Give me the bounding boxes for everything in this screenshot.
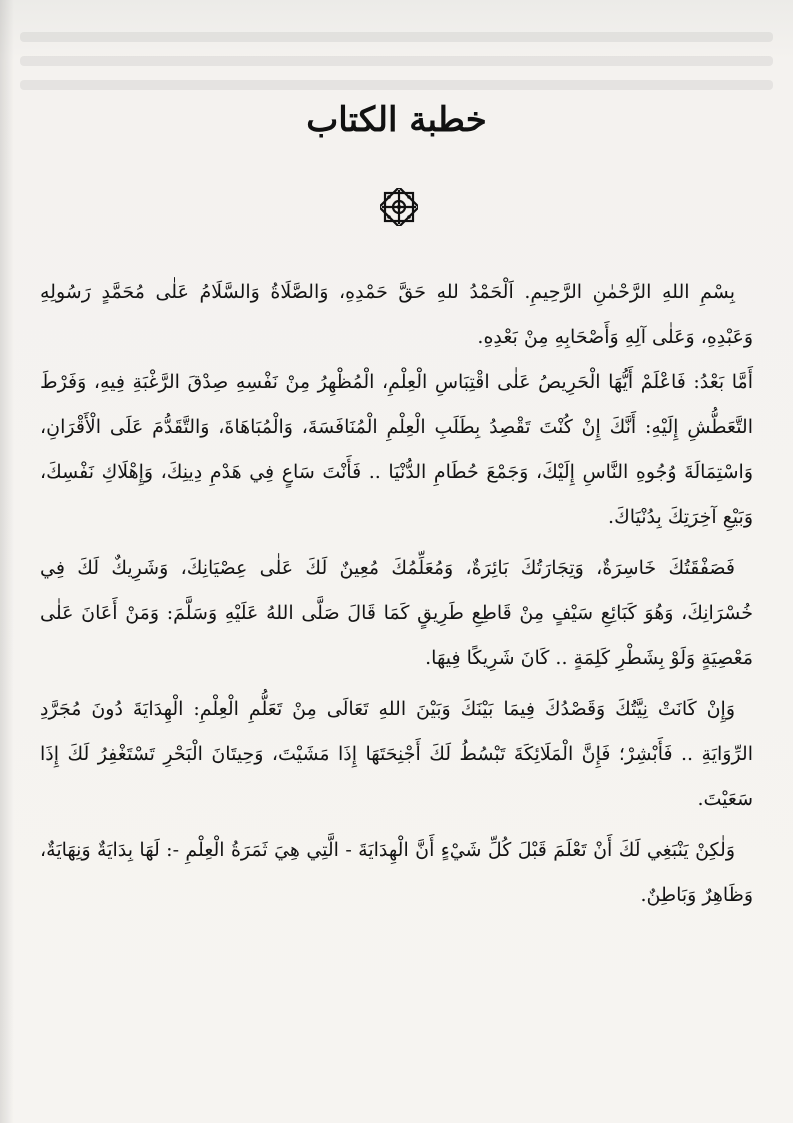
paragraph-basmala: بِسْمِ اللهِ الرَّحْمٰنِ الرَّحِيمِ. اَلْحَمْدُ للهِ حَقَّ حَمْدِهِ، وَالصَّلَاةُ وَالسَّلَامُ عَلٰى مُحَمَّدٍ رَسُولِهِ وَعَبْدِهِ، وَعَلٰى آلِهِ وَأَصْحَابِهِ مِنْ بَعْدِهِ. xyxy=(40,281,753,348)
page-title: خطبة الكتاب xyxy=(306,100,487,140)
paragraph-niyya: وَإِنْ كَانَتْ نِيَّتُكَ وَقَصْدُكَ فِيمَا بَيْنَكَ وَبَيْنَ اللهِ تَعَالَى مِنْ تَعَلُّمِ الْعِلْمِ: الْهِدَايَةَ دُونَ مُجَرَّدِ الرِّوَايَةِ .. فَأَبْشِرْ؛ فَإِنَّ الْمَلَائِكَةَ تَبْسُطُ لَكَ أَجْنِحَتَهَا إِذَا مَشَيْتَ، وَحِيتَانَ الْبَحْرِ تَسْتَغْفِرُ لَكَ إِذَا سَعَيْتَ. xyxy=(40,698,753,810)
page-edge-shadow xyxy=(0,0,14,1123)
geometric-ornament-icon xyxy=(380,188,418,226)
paragraph-amma-bad: أَمَّا بَعْدُ: فَاعْلَمْ أَيُّهَا الْحَرِيصُ عَلٰى اقْتِبَاسِ الْعِلْمِ، الْمُظْهِرُ مِنْ نَفْسِهِ صِدْقَ الرَّغْبَةِ فِيهِ، وَفَرْطَ التَّعَطُّشِ إِلَيْهِ: أَنَّكَ إِنْ كُنْتَ تَقْصِدُ بِطَلَبِ الْعِلْمِ الْمُنَافَسَةَ، وَالْمُبَاهَاةَ، وَالتَّقَدُّمَ عَلَى الْأَقْرَانِ، وَاسْتِمَالَةَ وُجُوهِ النَّاسِ إِلَيْكَ، وَجَمْعَ حُطَامِ الدُّنْيَا .. فَأَنْتَ سَاعٍ فِي هَدْمِ دِينِكَ، وَإِهْلَاكِ نَفْسِكَ، وَبَيْعِ آخِرَتِكَ بِدُنْيَاكَ. xyxy=(40,371,753,528)
paragraph-hidaya: وَلٰكِنْ يَنْبَغِي لَكَ أَنْ تَعْلَمَ قَبْلَ كُلِّ شَيْءٍ أَنَّ الْهِدَايَةَ - الَّتِي هِيَ ثَمَرَةُ الْعِلْمِ -: لَهَا بِدَايَةٌ وَنِهَايَةٌ، وَظَاهِرٌ وَبَاطِنٌ. xyxy=(40,839,753,906)
body-text xyxy=(40,270,753,918)
paragraph-safqa: فَصَفْقَتُكَ خَاسِرَةٌ، وَتِجَارَتُكَ بَائِرَةٌ، وَمُعَلِّمُكَ مُعِينٌ لَكَ عَلٰى عِصْيَانِكَ، وَشَرِيكٌ لَكَ فِي خُسْرَانِكَ، وَهُوَ كَبَائِعِ سَيْفٍ مِنْ قَاطِعِ طَرِيقٍ كَمَا قَالَ صَلَّى اللهُ عَلَيْهِ وَسَلَّمَ: وَمَنْ أَعَانَ عَلٰى مَعْصِيَةٍ وَلَوْ بِشَطْرِ كَلِمَةٍ .. كَانَ شَرِيكًا فِيهَا. xyxy=(40,557,753,669)
